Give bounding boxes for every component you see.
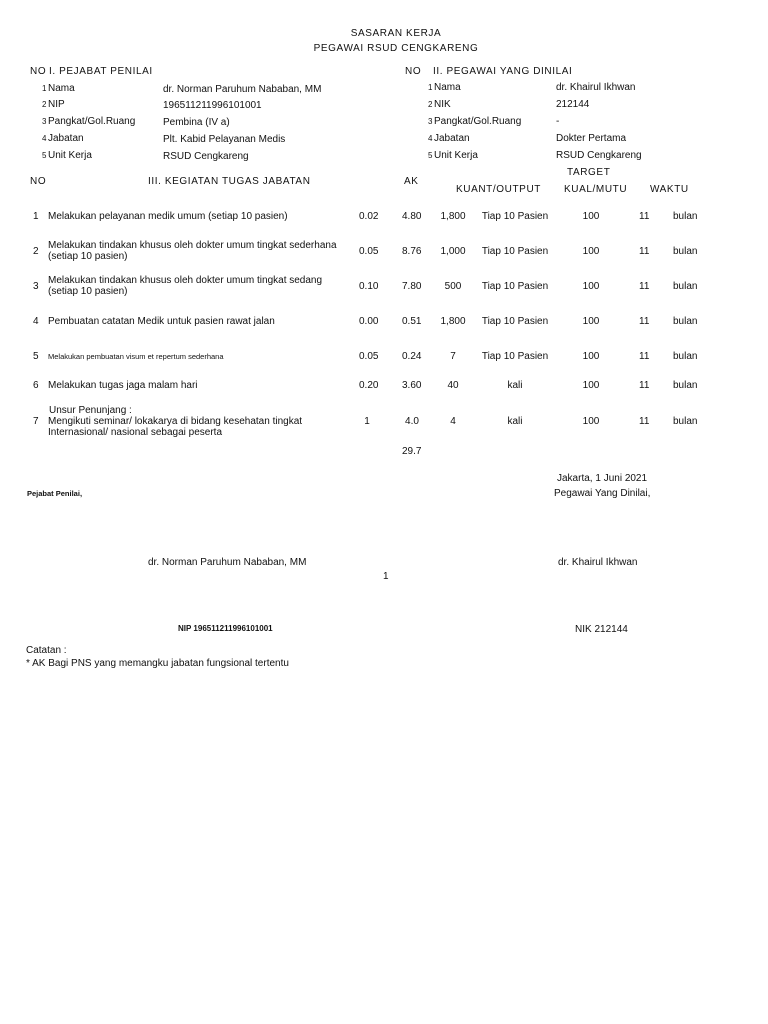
row-activity: Melakukan tindakan khusus oleh dokter umum tingkat sedang (setiap 10 pasien) <box>48 275 323 297</box>
table-header-target: TARGET <box>567 167 611 178</box>
table-header-ak: AK <box>404 176 419 187</box>
row-activity: Melakukan tugas jaga malam hari <box>48 380 198 391</box>
document-title: SASARAN KERJA <box>350 28 442 39</box>
right-signer-role: Pegawai Yang Dinilai, <box>554 488 651 499</box>
row-ak-unit: 0.10 <box>359 281 379 292</box>
row-activity: Melakukan pelayanan medik umum (setiap 10 pasien) <box>48 211 288 222</box>
row-waktu: 11 <box>639 211 650 222</box>
row-satuan: Tiap 10 Pasien <box>481 281 549 292</box>
table-header-kual: KUAL/MUTU <box>564 184 628 195</box>
right-signer-name: dr. Khairul Ikhwan <box>558 557 638 568</box>
table-header-no: NO <box>30 176 47 187</box>
row-no: 1 <box>33 211 39 222</box>
row-ak-unit: 0.05 <box>359 351 379 362</box>
row-ak-total: 7.80 <box>402 281 422 292</box>
row-ak-total: 4.80 <box>402 211 422 222</box>
right-signer-id: NIK 212144 <box>575 624 628 635</box>
row-ak-unit: 0.00 <box>359 316 379 327</box>
row-kual: 100 <box>582 281 600 292</box>
dinilai-row-value: Dokter Pertama <box>556 133 627 144</box>
row-activity: Melakukan tindakan khusus oleh dokter umum tingkat sederhana (setiap 10 pasien) <box>48 240 337 262</box>
row-satuan: kali <box>507 380 523 391</box>
row-waktu: 11 <box>639 351 650 362</box>
row-no: 4 <box>33 316 39 327</box>
table-header-waktu: WAKTU <box>650 184 689 195</box>
table-header-kuant: KUANT/OUTPUT <box>456 184 541 195</box>
row-kual: 100 <box>582 211 600 222</box>
dinilai-row-value: dr. Khairul Ikhwan <box>556 82 636 93</box>
row-satuan: Tiap 10 Pasien <box>481 211 549 222</box>
row-no: 7 <box>33 416 39 427</box>
penilai-row-no: 4 <box>42 134 47 143</box>
dinilai-section-title: II. PEGAWAI YANG DINILAI <box>433 66 573 77</box>
row-satuan: Tiap 10 Pasien <box>481 351 549 362</box>
penilai-row-no: 2 <box>42 100 47 109</box>
penilai-row-label: Unit Kerja <box>48 150 92 161</box>
row-ak-total: 4.0 <box>405 416 419 427</box>
row-waktu: 11 <box>639 246 650 257</box>
row-waktu-unit: bulan <box>673 416 698 427</box>
penilai-row-value: 196511211996101001 <box>163 100 262 111</box>
row-kual: 100 <box>582 380 600 391</box>
row-ak-total: 0.51 <box>402 316 422 327</box>
left-signer-name: dr. Norman Paruhum Nababan, MM <box>148 557 307 568</box>
document-subtitle: PEGAWAI RSUD CENGKARENG <box>313 43 479 54</box>
penilai-no-header: NO <box>30 66 47 77</box>
place-date: Jakarta, 1 Juni 2021 <box>557 473 648 484</box>
penilai-row-label: Nama <box>48 83 75 94</box>
left-signer-role: Pejabat Penilai, <box>27 489 83 498</box>
row-kual: 100 <box>582 351 600 362</box>
row-ak-unit: 0.05 <box>359 246 379 257</box>
row-waktu-unit: bulan <box>673 351 698 362</box>
notes-label: Catatan : <box>26 645 67 656</box>
penilai-row-label: Jabatan <box>48 133 84 144</box>
row-activity: Melakukan pembuatan visum et repertum sederhana <box>48 352 224 361</box>
penilai-row-value: RSUD Cengkareng <box>163 151 249 162</box>
dinilai-row-value: 212144 <box>556 99 590 110</box>
dinilai-row-label: Jabatan <box>434 133 470 144</box>
row-kual: 100 <box>582 416 600 427</box>
row-no: 5 <box>33 351 39 362</box>
dinilai-row-no: 3 <box>428 117 433 126</box>
penilai-row-label: NIP <box>48 99 65 110</box>
notes-text: * AK Bagi PNS yang memangku jabatan fungsional tertentu <box>26 658 289 669</box>
row-satuan: Tiap 10 Pasien <box>481 316 549 327</box>
dinilai-row-no: 2 <box>428 100 433 109</box>
dinilai-row-no: 4 <box>428 134 433 143</box>
dinilai-row-value: RSUD Cengkareng <box>556 150 642 161</box>
row-ak-unit: 1 <box>364 416 370 427</box>
row-no: 6 <box>33 380 39 391</box>
row-waktu: 11 <box>639 316 650 327</box>
dinilai-no-header: NO <box>405 66 422 77</box>
dinilai-row-label: Nama <box>434 82 461 93</box>
penilai-row-label: Pangkat/Gol.Ruang <box>48 116 136 127</box>
row-kuant: 1,000 <box>440 246 466 257</box>
penilai-row-value: dr. Norman Paruhum Nababan, MM <box>163 84 322 95</box>
page-number: 1 <box>383 571 389 582</box>
row-waktu: 11 <box>639 416 650 427</box>
row-ak-total: 0.24 <box>402 351 422 362</box>
row-waktu-unit: bulan <box>673 380 698 391</box>
row-kual: 100 <box>582 246 600 257</box>
row-kuant: 4 <box>450 416 456 427</box>
row-no: 3 <box>33 281 39 292</box>
penilai-row-no: 1 <box>42 84 47 93</box>
row-waktu-unit: bulan <box>673 281 698 292</box>
row-waktu-unit: bulan <box>673 316 698 327</box>
penilai-row-value: Plt. Kabid Pelayanan Medis <box>163 134 286 145</box>
row-ak-unit: 0.02 <box>359 211 379 222</box>
row-waktu-unit: bulan <box>673 246 698 257</box>
left-signer-id: NIP 196511211996101001 <box>178 624 273 633</box>
penilai-row-no: 3 <box>42 117 47 126</box>
row-kuant: 40 <box>447 380 459 391</box>
dinilai-row-no: 1 <box>428 83 433 92</box>
dinilai-row-label: Pangkat/Gol.Ruang <box>434 116 522 127</box>
row-waktu: 11 <box>639 380 650 391</box>
row-kuant: 1,800 <box>440 211 466 222</box>
row-kuant: 500 <box>444 281 462 292</box>
row-kual: 100 <box>582 316 600 327</box>
row-kuant: 1,800 <box>440 316 466 327</box>
row-activity: Mengikuti seminar/ lokakarya di bidang kesehatan tingkat Internasional/ nasional sebagai peserta <box>48 416 303 438</box>
row-kuant: 7 <box>450 351 456 362</box>
dinilai-row-label: Unit Kerja <box>434 150 478 161</box>
row-ak-unit: 0.20 <box>359 380 379 391</box>
row-no: 2 <box>33 246 39 257</box>
total-ak: 29.7 <box>402 446 422 457</box>
dinilai-row-label: NIK <box>434 99 451 110</box>
dinilai-row-no: 5 <box>428 151 433 160</box>
row-activity: Pembuatan catatan Medik untuk pasien rawat jalan <box>48 316 275 327</box>
row-ak-total: 8.76 <box>402 246 422 257</box>
penilai-section-title: I. PEJABAT PENILAI <box>49 66 153 77</box>
row-satuan: Tiap 10 Pasien <box>481 246 549 257</box>
penilai-row-no: 5 <box>42 151 47 160</box>
row-satuan: kali <box>507 416 523 427</box>
penilai-row-value: Pembina (IV a) <box>163 117 230 128</box>
dinilai-row-value: - <box>556 116 560 127</box>
table-header-kegiatan: III. KEGIATAN TUGAS JABATAN <box>148 176 311 187</box>
row-waktu-unit: bulan <box>673 211 698 222</box>
row-ak-total: 3.60 <box>402 380 422 391</box>
row-activity-heading: Unsur Penunjang : <box>49 405 132 416</box>
row-waktu: 11 <box>639 281 650 292</box>
